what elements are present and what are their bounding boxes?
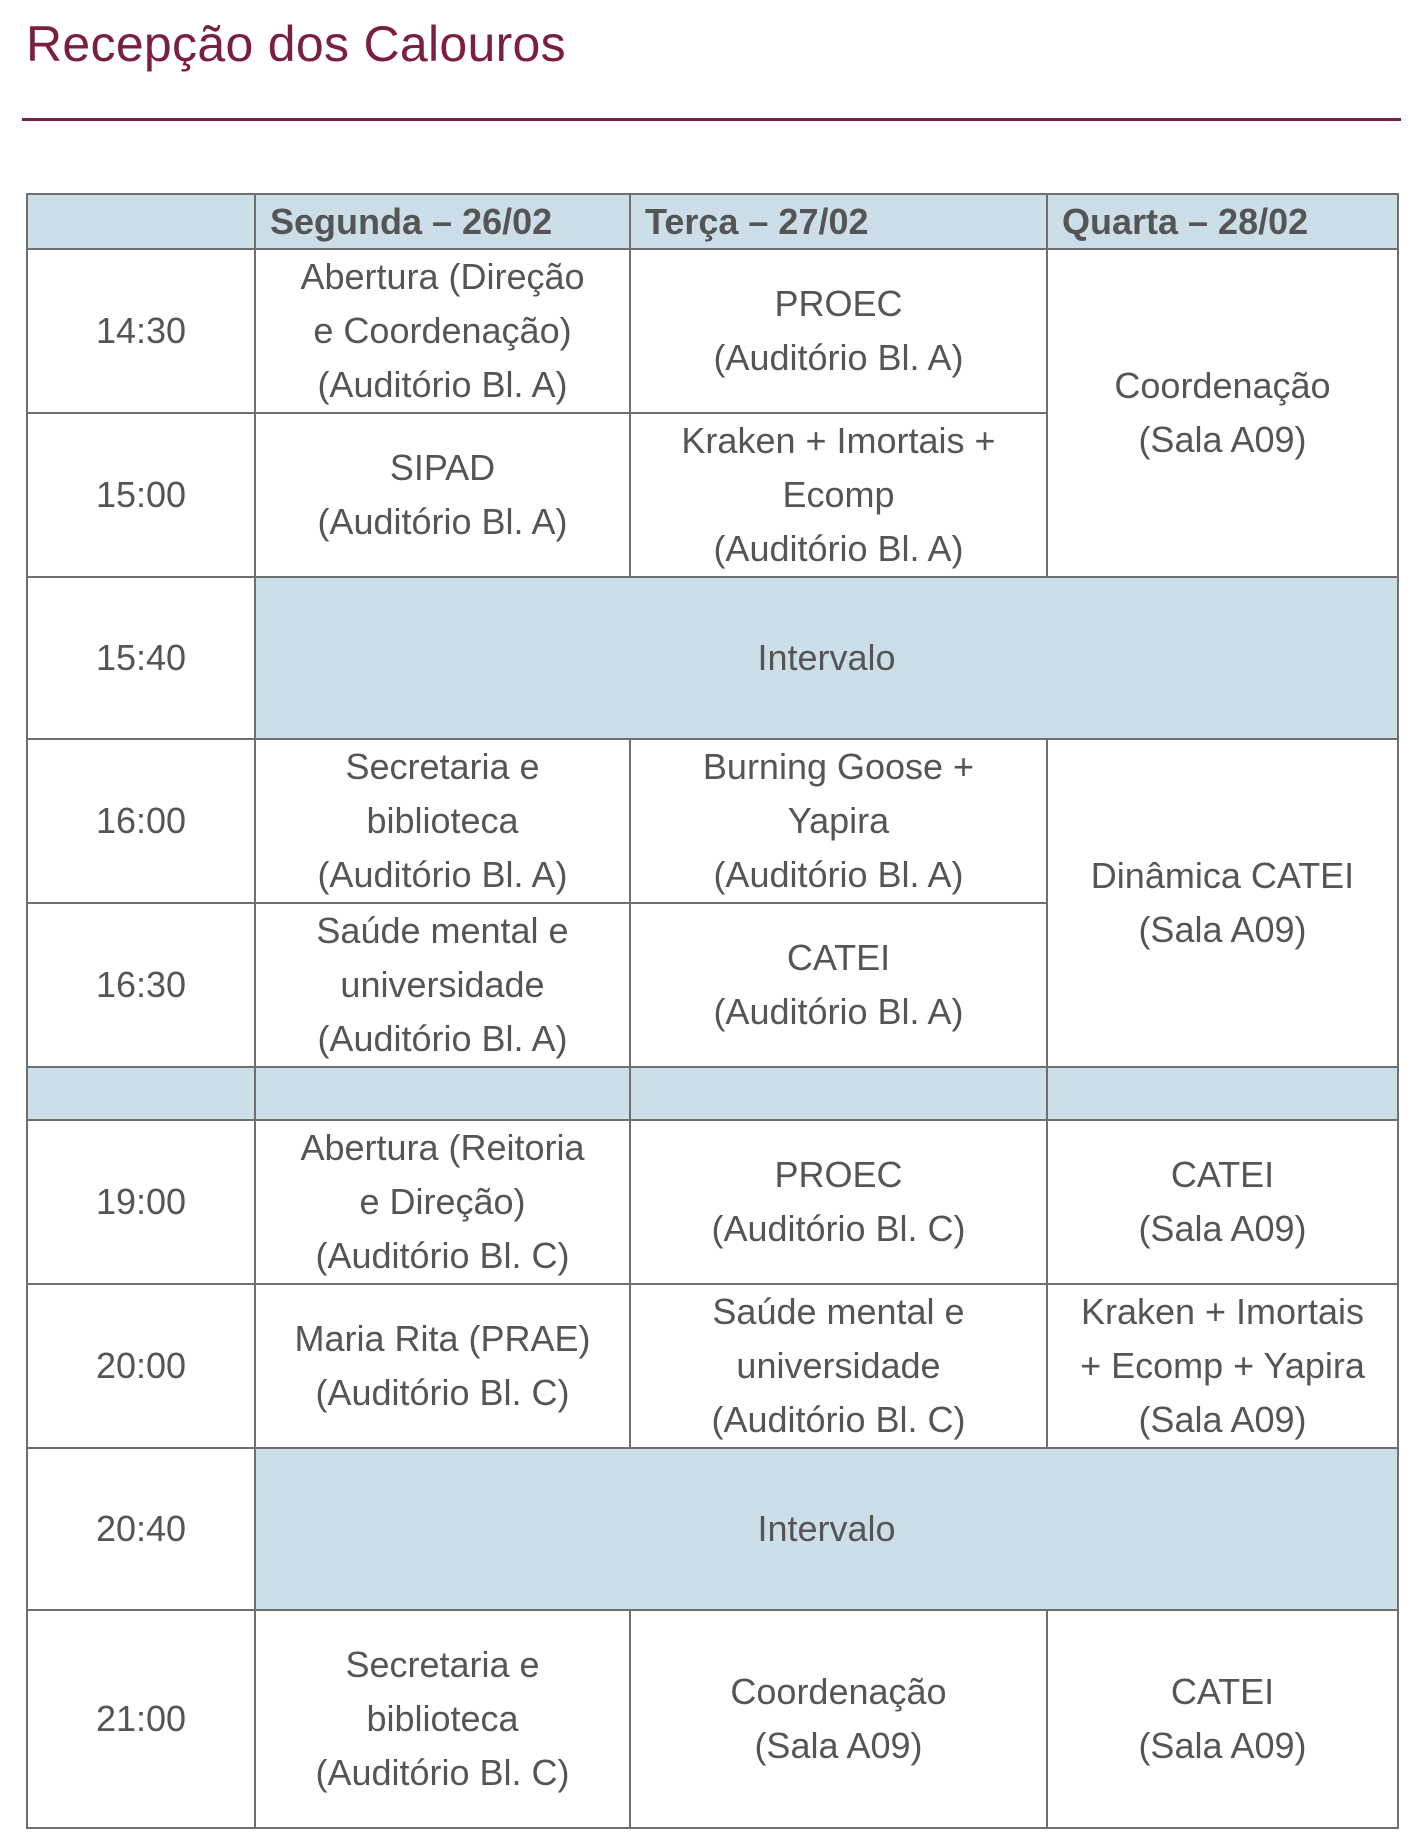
- header-cell-wednesday: Quarta – 28/02: [1047, 194, 1398, 249]
- event-line: SIPAD: [389, 447, 496, 488]
- event-line: (Auditório Bl. A): [713, 991, 964, 1032]
- event-cell: [630, 903, 1047, 1067]
- table-row: [27, 1120, 1398, 1284]
- event-line: (Sala A09): [1138, 1399, 1307, 1440]
- event-cell: [630, 249, 1047, 413]
- event-line: Kraken + Imortais +: [681, 420, 996, 461]
- event-cell: [1047, 249, 1398, 577]
- event-line: e Coordenação): [313, 310, 572, 351]
- time-cell: 16:30: [27, 903, 255, 1067]
- header-cell-monday: Segunda – 26/02: [255, 194, 630, 249]
- separator-cell: [27, 1067, 255, 1120]
- time-cell: 14:30: [27, 249, 255, 413]
- header-cell-time: [27, 194, 255, 249]
- event-line: biblioteca: [366, 1698, 519, 1739]
- table-row: [27, 1284, 1398, 1448]
- schedule-table: [26, 193, 1399, 1829]
- time-cell: 15:00: [27, 413, 255, 577]
- time-cell: 16:00: [27, 739, 255, 903]
- break-cell: Intervalo: [255, 577, 1398, 739]
- event-cell: [630, 1120, 1047, 1284]
- table-row: [27, 739, 1398, 903]
- time-cell: 21:00: [27, 1610, 255, 1828]
- event-line: Abertura (Direção: [300, 256, 585, 297]
- event-line: universidade: [736, 1345, 941, 1386]
- table-row: [27, 1448, 1398, 1610]
- event-line: Coordenação: [730, 1671, 947, 1712]
- event-cell: [255, 249, 630, 413]
- event-line: (Auditório Bl. A): [317, 364, 568, 405]
- event-line: (Auditório Bl. A): [317, 501, 568, 542]
- event-line: (Sala A09): [1138, 909, 1307, 950]
- time-cell: 19:00: [27, 1120, 255, 1284]
- event-cell: [255, 1610, 630, 1828]
- event-line: (Auditório Bl. C): [315, 1372, 570, 1413]
- event-cell: [1047, 1284, 1398, 1448]
- event-line: (Auditório Bl. A): [713, 854, 964, 895]
- event-line: Saúde mental e: [712, 1291, 965, 1332]
- event-line: (Auditório Bl. C): [315, 1752, 570, 1793]
- event-cell: [1047, 1610, 1398, 1828]
- event-line: (Sala A09): [1138, 419, 1307, 460]
- event-line: CATEI: [1170, 1154, 1275, 1195]
- break-cell: Intervalo: [255, 1448, 1398, 1610]
- table-row: [27, 1610, 1398, 1828]
- time-cell: 20:00: [27, 1284, 255, 1448]
- event-line: (Auditório Bl. C): [711, 1208, 966, 1249]
- event-line: Burning Goose +: [702, 746, 975, 787]
- event-cell: [630, 413, 1047, 577]
- event-cell: [255, 1284, 630, 1448]
- event-cell: [255, 413, 630, 577]
- event-line: Maria Rita (PRAE): [294, 1318, 591, 1359]
- event-line: + Ecomp + Yapira: [1080, 1345, 1365, 1386]
- event-cell: [255, 1120, 630, 1284]
- event-line: (Auditório Bl. C): [711, 1399, 966, 1440]
- separator-cell: [255, 1067, 630, 1120]
- header-row: [27, 194, 1398, 249]
- event-cell: [255, 739, 630, 903]
- event-line: PROEC: [774, 283, 903, 324]
- table-row: [27, 249, 1398, 413]
- event-line: Abertura (Reitoria: [300, 1127, 585, 1168]
- time-cell: 15:40: [27, 577, 255, 739]
- event-line: (Sala A09): [754, 1725, 923, 1766]
- title-divider: [22, 118, 1401, 121]
- page-title: Recepção dos Calouros: [26, 16, 566, 72]
- separator-cell: [630, 1067, 1047, 1120]
- event-line: Dinâmica CATEI: [1090, 855, 1355, 896]
- event-line: (Auditório Bl. A): [713, 337, 964, 378]
- event-cell: [255, 903, 630, 1067]
- event-line: Kraken + Imortais: [1080, 1291, 1365, 1332]
- event-line: Secretaria e: [345, 746, 540, 787]
- header-cell-tuesday: Terça – 27/02: [630, 194, 1047, 249]
- event-cell: [630, 739, 1047, 903]
- event-line: (Sala A09): [1138, 1725, 1307, 1766]
- event-cell: [630, 1610, 1047, 1828]
- event-line: (Auditório Bl. A): [713, 528, 964, 569]
- event-line: CATEI: [1170, 1671, 1275, 1712]
- event-line: Ecomp: [782, 474, 895, 515]
- event-cell: [1047, 1120, 1398, 1284]
- event-line: (Auditório Bl. A): [317, 1018, 568, 1059]
- table-row: [27, 577, 1398, 739]
- event-line: (Sala A09): [1138, 1208, 1307, 1249]
- time-cell: 20:40: [27, 1448, 255, 1610]
- event-line: (Auditório Bl. A): [317, 854, 568, 895]
- event-line: biblioteca: [366, 800, 519, 841]
- event-cell: [630, 1284, 1047, 1448]
- event-line: Saúde mental e: [316, 910, 569, 951]
- event-line: Coordenação: [1114, 365, 1331, 406]
- event-line: universidade: [340, 964, 545, 1005]
- separator-row: [27, 1067, 1398, 1120]
- event-line: Secretaria e: [345, 1644, 540, 1685]
- event-line: e Direção): [359, 1181, 526, 1222]
- separator-cell: [1047, 1067, 1398, 1120]
- event-line: (Auditório Bl. C): [315, 1235, 570, 1276]
- event-line: Yapira: [787, 800, 890, 841]
- event-cell: [1047, 739, 1398, 1067]
- event-line: PROEC: [774, 1154, 903, 1195]
- event-line: CATEI: [786, 937, 891, 978]
